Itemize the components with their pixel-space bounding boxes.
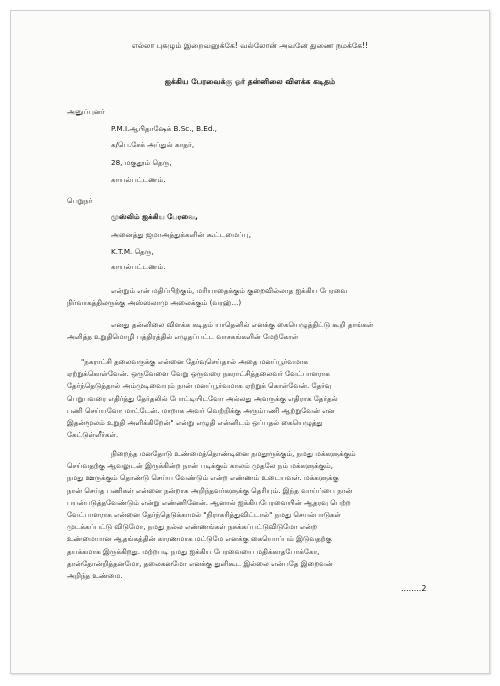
recipient-town: காயல்பட்டணம். (111, 262, 166, 271)
paragraph-line: கேட்டுள்ளீர்கள். (67, 430, 119, 440)
paragraph-line: தயக்கமாக இருக்கிறது. மற்றபடி நமது ஐக்கிய பேரவையை மதிக்காதபோக்கோ, (67, 546, 320, 556)
paragraph-line: உண்மையான ஆதங்கத்தின் காரணமாக மட்டுமே எனக்கு கையொப்பம் இடுவதற்கு (67, 534, 332, 544)
sender-town: காயல்பட்டணம். (111, 175, 166, 184)
explanation-paragraph (67, 448, 447, 582)
paragraph-line: இதன்மூலம் உறுதி அளிக்கிறேன்" என்று எழுதி என்னிடம் ஒப்பதல் கையெழுத்து (67, 418, 323, 428)
paragraph-line: நிர்வாகத்திலருக்கு அஸ்ஸலாமு அலைக்கும் (வரஹ்...) (67, 298, 242, 308)
reference-paragraph (67, 319, 447, 343)
sender-label: அனுப்புனர் (67, 107, 105, 116)
paragraph-line: என்றும் என் மதிப்பிற்கும், மரியாதைக்கும் குறைவில்லாத ஐக்கிய பேரவை (111, 286, 348, 295)
recipient-name: முஸ்லிம் ஐக்கிய பேரவை, (111, 212, 198, 221)
page-continuation-marker: ........2 (401, 584, 427, 593)
letter-title: ஐக்கிய பேரவைக்கு ஓர் தன்னிலை விளக்க கடிதம் (164, 77, 336, 86)
recipient-label: பெறுநர் (67, 196, 93, 205)
paragraph-line: நமது ஊருக்கும் தொண்டு செய்ய வேண்டும் என்ற எண்ணம் உடையவள். மக்களுக்கு (67, 473, 339, 483)
paragraph-line: எனது தன்னிலை விளக்க கடிதம் யாதெனில் எனக்கு கையெழுத்திட்டு கூறி தாங்கள் (111, 320, 374, 329)
quoted-pledge-paragraph (67, 356, 447, 441)
sender-spouse: க/பெ.சேக் அப்துல் காதர், (111, 140, 195, 149)
letter-page (10, 10, 490, 674)
paragraph-line: பயன்படுத்தவேண்டும் என்று எண்ணினேன். ஆனால் ஐக்கியபேரவையின் ஆதரவு பெற்ற (67, 497, 351, 507)
paragraph-line: அறிந்த உண்மை. (67, 571, 123, 581)
paragraph-line: பணி செய்யவோ மாட்டேன். மாறாக அவர் வெற்றிக்கு அரும்பணி ஆற்றுவேன் என (67, 405, 335, 415)
paragraph-line: முடக்கப்பட்டு விடுமோ, நமது நல்ல எண்ணங்கள் நசுக்கப்பட்டுவிடுமோ என்ற (67, 522, 318, 532)
sender-name: P.M.I.ஆபிதாஷேக் B.Sc., B.Ed., (111, 124, 217, 133)
paragraph-line: அளித்த உறுதிமொழி பத்திரத்தில் எழுதப்பட்ட வாசகங்களின் மேற்கோள் (67, 332, 299, 342)
sender-street: 28, மகுதூம் தெரு, (111, 158, 172, 167)
paragraph-line: பெறுபவரை எதிர்த்து தேர்தலில் போட்டியிடவோ அல்லது அவருக்கு எதிராக தேர்தல் (67, 393, 338, 403)
invocation-line: எல்லா புகழும் இறைவனுக்கே! வல்லோன் அவனே துணை நமக்கே!! (131, 41, 369, 50)
paragraph-line: தான்தோன்றித்தனமோ, தலைகனமோ எனக்கு துளிகூட இல்லை என்பதே இறைவன் (67, 558, 333, 568)
paragraph-line: நிறைந்த மனதோடு உண்மைத்தொண்டினை நமதூருக்கும், நமது மக்களுக்கும் (111, 449, 356, 458)
recipient-org: அனைத்து ஜமாஅத்துக்களின் கூட்டமைப்பு, (111, 230, 252, 239)
recipient-street: K.T.M. தெரு, (111, 247, 154, 256)
paragraph-line: தேர்ந்தெடுத்தால் அம்முடிவையும் நான் மனப்பூர்வமாக ஏற்றுக் கொள்வேன். தேர்வு (67, 381, 332, 391)
paragraph-line: நான் செய்த பணிகள் என்னை நன்றாக அறிந்தவர்களுக்கு தெரியும். இந்த வாய்ப்பை நான் (67, 485, 353, 495)
paragraph-line: வேட்பாளராக என்னை தேர்ந்தெடுக்காமல் "நிராகரித்துவிட்டால்" நமது செயல்பாடுகள் (67, 510, 342, 520)
greeting-paragraph (67, 285, 447, 309)
paragraph-line: செய்வதற்கு ஆவலுடன் இருக்கின்ற நான் படிக்கும் காலம் முதலே நம் மக்களுக்கும், (67, 461, 333, 471)
paragraph-line: "நகராட்சி தலைவருக்கு என்னை தேர்வுசெய்தால் அதை மனப்பூர்வமாக (81, 357, 309, 366)
paragraph-line: ஏற்றுக்கொள்வேன். ஒருவேளை வேறு ஒருவரை நகராட்சித்தலைவர் வேட்பாளராக (67, 369, 330, 379)
